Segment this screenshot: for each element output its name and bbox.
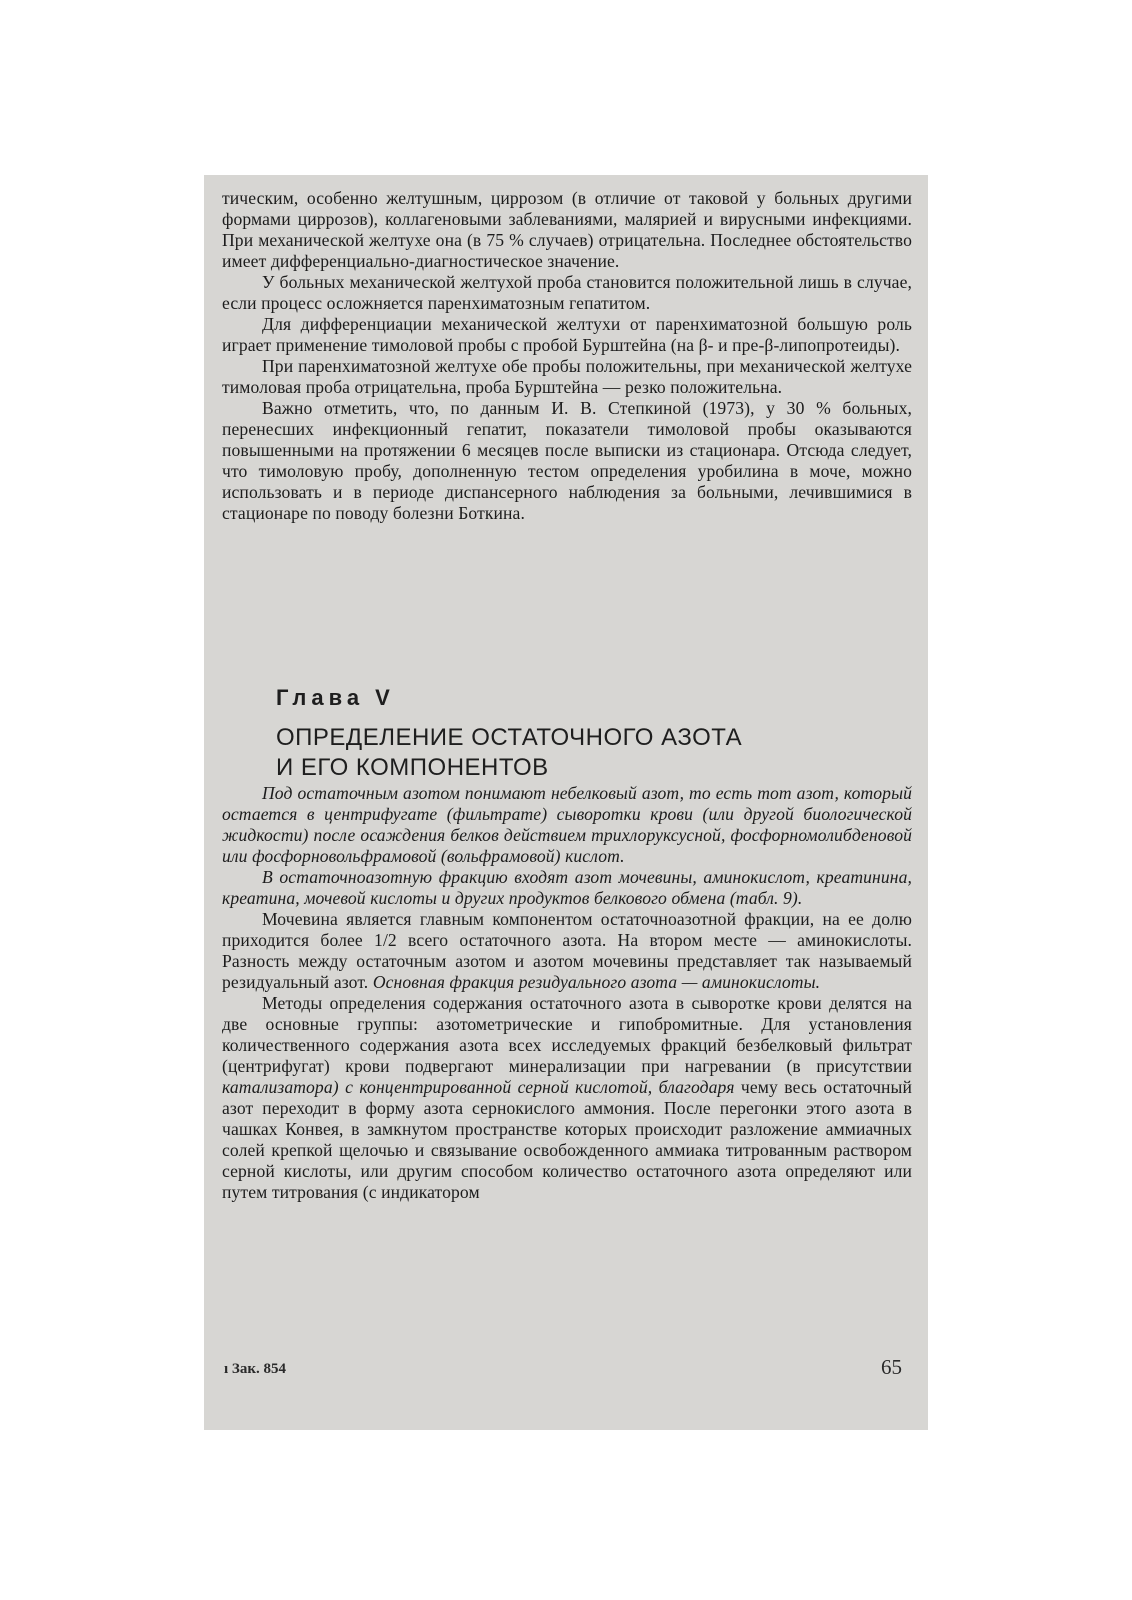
body-paragraph-3-text: Мочевина является главным компонентом остаточноазотной фракции, на ее долю приходится более 1/2 всего остаточного азота. На втором месте — аминокислоты. Разность между остаточным азотом и азотом мочевины представляет так называемый резидуальный азот. (222, 909, 912, 992)
body-paragraph-1 (222, 783, 912, 867)
intro-paragraph-5: Важно отметить, что, по данным И. В. Степкиной (1973), у 30 % больных, перенесших инфекционный гепатит, показатели тимоловой пробы оказываются повышенными на протяжении 6 месяцев после выписки из стационара. Отсюда следует, что тимоловую пробу, дополненную тестом определения уробилина в моче, можно использовать и в периоде диспансерного наблюдения за больными, лечившимися в стационаре по поводу болезни Боткина. (222, 398, 912, 523)
intro-text-block (222, 188, 912, 524)
chapter-title-line-2: И ЕГО КОМПОНЕНТОВ (276, 754, 549, 781)
body-paragraph-1-text: Под остаточным азотом понимают небелковый азот, то есть тот азот, который остается в центрифугате (фильтрате) сыворотки крови (или другой биологической жидкости) после осаждения белков действием трихлоруксусной, фосфорномолибденовой или фосфорновольфрамовой (вольфрамовой) кислот. (222, 783, 912, 866)
body-paragraph-3-italic: Основная фракция резидуального азота — аминокислоты. (372, 972, 821, 992)
chapter-title-line-1: ОПРЕДЕЛЕНИЕ ОСТАТОЧНОГО АЗОТА (276, 724, 743, 751)
intro-paragraph-2: У больных механической желтухой проба становится положительной лишь в случае, если процесс осложняется паренхиматозным гепатитом. (222, 272, 912, 313)
body-paragraph-4 (222, 993, 912, 1203)
intro-paragraph-4: При паренхиматозной желтухе обе пробы положительны, при механической желтухе тимоловая проба отрицательна, проба Бурштейна — резко положительна. (222, 356, 912, 397)
print-signature: ı Зак. 854 (224, 1361, 286, 1377)
scanned-book-page (204, 175, 928, 1430)
body-paragraph-2-text: В остаточноазотную фракцию входят азот мочевины, аминокислот, креатинина, креатина, мочевой кислоты и других продуктов белкового обмена (табл. 9). (222, 867, 912, 908)
intro-paragraph-3: Для дифференциации механической желтухи от паренхиматозной большую роль играет применение тимоловой пробы с пробой Бурштейна (на β- и пре-β-липопротеиды). (222, 314, 912, 355)
body-paragraph-4-text: Методы определения содержания остаточного азота в сыворотке крови делятся на две основные группы: азотометрические и гипобромитные. Для установления количественного содержания азота всех исследуемых фракций безбелковый фильтрат (центрифугат) крови подвергают минерализации при нагревании (в присутствии (222, 993, 912, 1076)
chapter-title (276, 723, 742, 783)
chapter-label: Глава V (276, 685, 395, 710)
intro-paragraph-1: тическим, особенно желтушным, циррозом (в отличие от таковой у больных другими формами циррозов), коллагеновыми заблеваниями, малярией и вирусными инфекциями. При механической желтухе она (в 75 % случаев) отрицательна. Последнее обстоятельство имеет дифференциально-диагностическое значение. (222, 188, 912, 271)
body-paragraph-4-italic: катализатора) с концентрированной серной кислотой, благодаря (222, 1077, 735, 1097)
chapter-body-text (222, 783, 912, 1203)
page-number: 65 (881, 1355, 902, 1379)
body-paragraph-2 (222, 867, 912, 909)
body-paragraph-4-rest: чему весь остаточный азот переходит в форму азота сернокислого аммония. После перегонки этого азота в чашках Конвея, в замкнутом пространстве которых происходит разложение аммиачных солей крепкой щелочью и связывание освобожденного аммиака титрованным раствором серной кислоты, или другим способом количество остаточного азота определяют или путем титрования (с индикатором (222, 1077, 912, 1202)
body-paragraph-3 (222, 909, 912, 993)
